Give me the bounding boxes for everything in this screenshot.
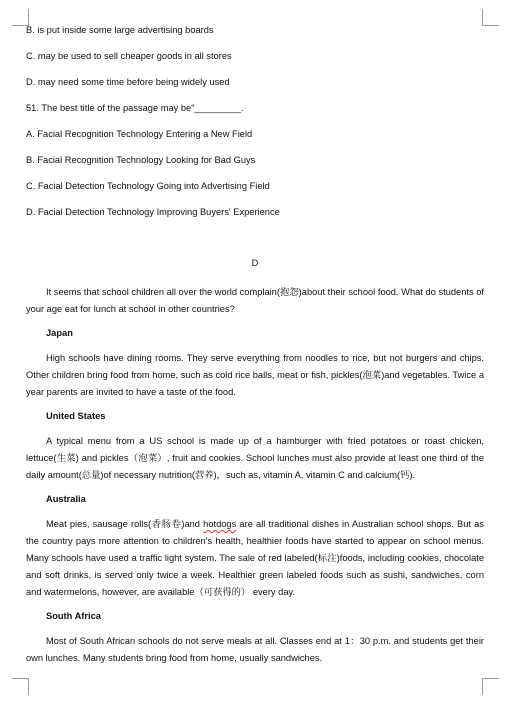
- option-c-q51: C. Facial Detection Technology Going into Advertising Field: [26, 181, 270, 191]
- crop-mark-bottom-left: [12, 678, 29, 695]
- section-text-south-africa: Most of South African schools do not serve meals at all. Classes end at 1：30 p.m. and students get their own lunches. Many students bring food from home, usually sandwiches.: [26, 636, 484, 663]
- document-content: [26, 24, 484, 676]
- passage-intro: It seems that school children all over the world complain(抱怨)about their school food. What do students of your age eat for lunch at school in other countries?: [26, 287, 484, 314]
- crop-mark-top-right: [482, 9, 499, 26]
- australia-text-start: Meat pies, sausage rolls(香肠卷)and: [46, 519, 204, 529]
- option-b-q50: B. is put inside some large advertising boards: [26, 25, 214, 35]
- section-title-japan: Japan: [46, 328, 73, 338]
- option-b-q51: B. Facial Recognition Technology Looking for Bad Guys: [26, 155, 256, 165]
- spellcheck-word: hotdogs: [203, 519, 237, 529]
- section-text-united-states: A typical menu from a US school is made up of a hamburger with fried potatoes or roast chicken, lettuce(生菜) and pickles（泡菜）, fruit and cookies. School lunches must also provide at least one third of the daily amount(总量)of necessary nutrition(营养)，such as, vitamin A, vitamin C and calcium(钙).: [26, 436, 484, 480]
- option-a-q51: A. Facial Recognition Technology Entering a New Field: [26, 129, 253, 139]
- option-d-q50: D. may need some time before being widely used: [26, 77, 230, 87]
- section-text-japan: High schools have dining rooms. They serve everything from noodles to rice, but not burgers and chips. Other children bring food from home, such as cold rice balls, meat or fish, pickles(泡菜)and vegetables. Twice a year parents are invited to have a taste of the food.: [26, 353, 484, 397]
- section-title-united-states: United States: [46, 411, 106, 421]
- question-51: 51. The best title of the passage may be"_________.: [26, 103, 244, 113]
- option-d-q51: D. Facial Detection Technology Improving Buyers' Experience: [26, 207, 280, 217]
- section-title-south-africa: South Africa: [46, 611, 101, 621]
- section-title-australia: Australia: [46, 494, 86, 504]
- section-text-australia: [26, 516, 484, 601]
- passage-letter: D: [251, 258, 259, 268]
- crop-mark-bottom-right: [482, 678, 499, 695]
- australia-text-end: are all traditional dishes in Australian school shops. But as the country pays more attention to children's health, healthier foods have started to appear on school menus. Many schools have used a traffic light system. The sale of red labeled(标注)foods, including cookies, chocolate and soft drinks, is served only twice a week. Healthier green labeled foods such as sushi, sandwiches, corn and watermelons, however, are available（可获得的） every day.: [26, 519, 484, 597]
- option-c-q50: C. may be used to sell cheaper goods in all stores: [26, 51, 232, 61]
